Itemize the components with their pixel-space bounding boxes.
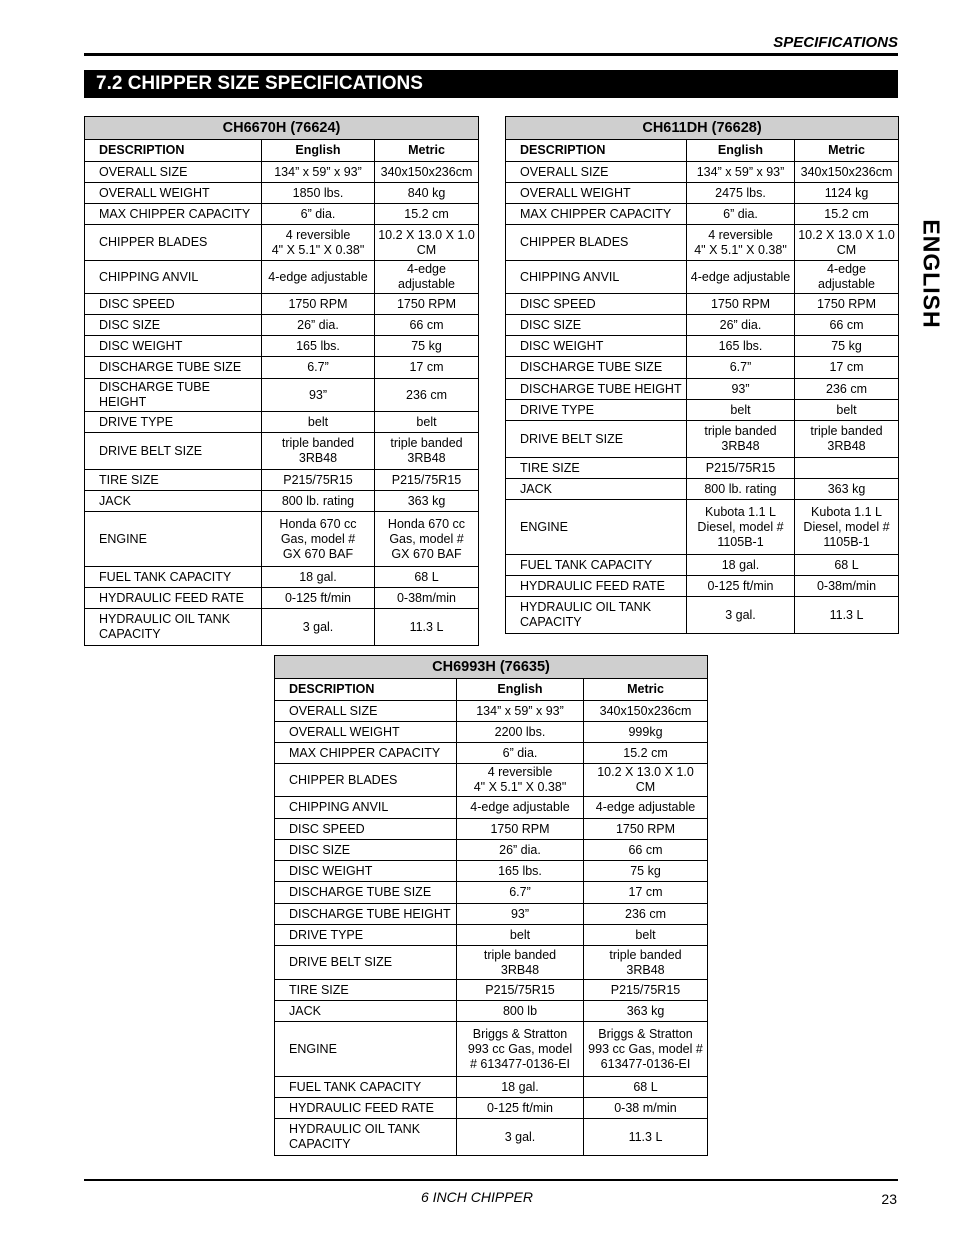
table-row — [275, 1001, 708, 1022]
table-row — [275, 1022, 708, 1077]
spec-english-cell: 800 lb. rating — [262, 491, 375, 512]
spec-description-cell: OVERALL SIZE — [506, 162, 687, 183]
spec-english-cell: 1750 RPM — [262, 294, 375, 315]
spec-metric-cell: 17 cm — [795, 357, 899, 379]
footer-rule — [84, 1179, 898, 1181]
spec-english-cell: 2475 lbs. — [687, 183, 795, 204]
spec-metric-cell: 363 kg — [795, 479, 899, 500]
spec-metric-cell: 15.2 cm — [795, 204, 899, 225]
spec-metric-cell: 68 L — [375, 567, 479, 588]
spec-metric-cell: 1750 RPM — [795, 294, 899, 315]
spec-metric-cell: 236 cm — [795, 379, 899, 400]
spec-english-cell: triple banded 3RB48 — [262, 433, 375, 470]
spec-description-cell: MAX CHIPPER CAPACITY — [275, 743, 457, 764]
side-tab-label: ENGLISH — [918, 219, 945, 329]
spec-english-cell: 4 reversible 4" X 5.1" X 0.38" — [457, 764, 584, 797]
spec-english-cell: 93” — [262, 379, 375, 412]
spec-metric-cell: 17 cm — [584, 882, 708, 904]
spec-description-cell: DISCHARGE TUBE SIZE — [506, 357, 687, 379]
column-header-metric: Metric — [584, 679, 708, 701]
spec-metric-cell: 4-edge adjustable — [375, 261, 479, 294]
spec-english-cell: 0-125 ft/min — [262, 588, 375, 609]
table-row — [275, 764, 708, 797]
spec-metric-cell: triple banded 3RB48 — [795, 421, 899, 458]
spec-table-ch6670h — [84, 116, 479, 646]
table-row — [506, 576, 899, 597]
spec-english-cell: 18 gal. — [457, 1077, 584, 1098]
spec-english-cell: 4-edge adjustable — [262, 261, 375, 294]
spec-english-cell: 6.7” — [457, 882, 584, 904]
table-row — [275, 840, 708, 861]
spec-english-cell: belt — [262, 412, 375, 433]
spec-english-cell: belt — [457, 925, 584, 946]
spec-metric-cell: Briggs & Stratton 993 cc Gas, model # 613477-0136-EI — [584, 1022, 708, 1077]
table-row — [506, 597, 899, 634]
section-title: 7.2 CHIPPER SIZE SPECIFICATIONS — [84, 70, 898, 98]
column-header-metric: Metric — [795, 140, 899, 162]
spec-english-cell: 26” dia. — [687, 315, 795, 336]
spec-metric-cell: 999kg — [584, 722, 708, 743]
spec-description-cell: ENGINE — [85, 512, 262, 567]
spec-description-cell: DISCHARGE TUBE SIZE — [275, 882, 457, 904]
spec-metric-cell: 840 kg — [375, 183, 479, 204]
spec-description-cell: TIRE SIZE — [85, 470, 262, 491]
spec-metric-cell: 75 kg — [375, 336, 479, 357]
table-row — [506, 479, 899, 500]
spec-english-cell: 134” x 59” x 93” — [687, 162, 795, 183]
spec-english-cell: 134” x 59” x 93” — [457, 701, 584, 722]
spec-metric-cell: 10.2 X 13.0 X 1.0 CM — [584, 764, 708, 797]
table-row — [85, 261, 479, 294]
table-row — [85, 412, 479, 433]
spec-metric-cell: 363 kg — [584, 1001, 708, 1022]
spec-description-cell: DRIVE BELT SIZE — [506, 421, 687, 458]
spec-english-cell: 4-edge adjustable — [687, 261, 795, 294]
header-rule — [84, 53, 898, 56]
spec-description-cell: MAX CHIPPER CAPACITY — [506, 204, 687, 225]
spec-description-cell: DRIVE TYPE — [275, 925, 457, 946]
spec-metric-cell: P215/75R15 — [584, 980, 708, 1001]
spec-english-cell: 18 gal. — [262, 567, 375, 588]
spec-description-cell: HYDRAULIC OIL TANK CAPACITY — [85, 609, 262, 646]
table-row — [506, 336, 899, 357]
table-row — [85, 588, 479, 609]
spec-english-cell: Briggs & Stratton 993 cc Gas, model # 613477-0136-EI — [457, 1022, 584, 1077]
spec-metric-cell: 11.3 L — [584, 1119, 708, 1156]
spec-table-ch6993h — [274, 655, 708, 1156]
spec-description-cell: JACK — [275, 1001, 457, 1022]
spec-metric-cell: 68 L — [795, 555, 899, 576]
column-header-description: DESCRIPTION — [275, 679, 457, 701]
table-row — [275, 722, 708, 743]
spec-metric-cell: 1750 RPM — [375, 294, 479, 315]
table-row — [506, 294, 899, 315]
table-row — [85, 294, 479, 315]
spec-english-cell: 800 lb — [457, 1001, 584, 1022]
spec-description-cell: CHIPPER BLADES — [85, 225, 262, 261]
table-row — [275, 1077, 708, 1098]
spec-description-cell: OVERALL SIZE — [85, 162, 262, 183]
table-row — [275, 904, 708, 925]
spec-metric-cell: 66 cm — [584, 840, 708, 861]
spec-description-cell: FUEL TANK CAPACITY — [506, 555, 687, 576]
spec-english-cell: triple banded 3RB48 — [457, 946, 584, 980]
spec-english-cell: 134” x 59” x 93” — [262, 162, 375, 183]
spec-english-cell: 18 gal. — [687, 555, 795, 576]
table-row — [506, 500, 899, 555]
spec-english-cell: Honda 670 cc Gas, model # GX 670 BAF — [262, 512, 375, 567]
spec-description-cell: DRIVE TYPE — [506, 400, 687, 421]
spec-description-cell: DISC WEIGHT — [275, 861, 457, 882]
table-row — [85, 512, 479, 567]
header-section-label: SPECIFICATIONS — [773, 34, 898, 51]
spec-description-cell: DISC WEIGHT — [506, 336, 687, 357]
table-row — [506, 162, 899, 183]
spec-description-cell: DISCHARGE TUBE SIZE — [85, 357, 262, 379]
table-header-row — [506, 140, 899, 162]
spec-english-cell: Kubota 1.1 L Diesel, model # 1105B-1 — [687, 500, 795, 555]
spec-metric-cell: 340x150x236cm — [584, 701, 708, 722]
spec-description-cell: OVERALL SIZE — [275, 701, 457, 722]
spec-metric-cell: 75 kg — [584, 861, 708, 882]
spec-metric-cell: 0-38 m/min — [584, 1098, 708, 1119]
spec-english-cell: P215/75R15 — [457, 980, 584, 1001]
column-header-description: DESCRIPTION — [85, 140, 262, 162]
spec-metric-cell: 66 cm — [375, 315, 479, 336]
table-title: CH6993H (76635) — [275, 656, 708, 679]
table-row — [506, 379, 899, 400]
spec-english-cell: 0-125 ft/min — [457, 1098, 584, 1119]
spec-description-cell: DISC SPEED — [506, 294, 687, 315]
table-row — [85, 379, 479, 412]
table-title-row — [85, 117, 479, 140]
spec-description-cell: OVERALL WEIGHT — [275, 722, 457, 743]
spec-metric-cell: 1124 kg — [795, 183, 899, 204]
table-row — [85, 491, 479, 512]
column-header-english: English — [262, 140, 375, 162]
spec-description-cell: DRIVE BELT SIZE — [85, 433, 262, 470]
spec-metric-cell: 17 cm — [375, 357, 479, 379]
spec-description-cell: DISCHARGE TUBE HEIGHT — [275, 904, 457, 925]
table-row — [506, 315, 899, 336]
spec-metric-cell: 236 cm — [584, 904, 708, 925]
spec-description-cell: FUEL TANK CAPACITY — [275, 1077, 457, 1098]
spec-metric-cell: 15.2 cm — [584, 743, 708, 764]
table-row — [506, 225, 899, 261]
spec-metric-cell: 236 cm — [375, 379, 479, 412]
spec-metric-cell — [795, 458, 899, 479]
spec-table-ch611dh — [505, 116, 899, 634]
spec-english-cell: 2200 lbs. — [457, 722, 584, 743]
spec-description-cell: HYDRAULIC FEED RATE — [506, 576, 687, 597]
spec-english-cell: 4 reversible 4" X 5.1" X 0.38" — [687, 225, 795, 261]
spec-metric-cell: 10.2 X 13.0 X 1.0 CM — [795, 225, 899, 261]
spec-description-cell: JACK — [85, 491, 262, 512]
spec-metric-cell: P215/75R15 — [375, 470, 479, 491]
table-row — [85, 433, 479, 470]
spec-metric-cell: 10.2 X 13.0 X 1.0 CM — [375, 225, 479, 261]
spec-english-cell: 93” — [687, 379, 795, 400]
side-tab — [913, 219, 949, 329]
spec-description-cell: DISC SPEED — [275, 819, 457, 840]
spec-metric-cell: 15.2 cm — [375, 204, 479, 225]
table-row — [85, 162, 479, 183]
spec-description-cell: TIRE SIZE — [275, 980, 457, 1001]
spec-metric-cell: triple banded 3RB48 — [584, 946, 708, 980]
spec-description-cell: CHIPPING ANVIL — [506, 261, 687, 294]
spec-english-cell: 800 lb. rating — [687, 479, 795, 500]
spec-metric-cell: 0-38m/min — [375, 588, 479, 609]
spec-description-cell: OVERALL WEIGHT — [85, 183, 262, 204]
table-header-row — [275, 679, 708, 701]
spec-english-cell: 1750 RPM — [457, 819, 584, 840]
table-row — [85, 315, 479, 336]
table-row — [275, 819, 708, 840]
table-row — [85, 204, 479, 225]
spec-description-cell: DISC SIZE — [506, 315, 687, 336]
table-title: CH611DH (76628) — [506, 117, 899, 140]
table-row — [85, 336, 479, 357]
spec-description-cell: HYDRAULIC OIL TANK CAPACITY — [275, 1119, 457, 1156]
spec-description-cell: CHIPPING ANVIL — [85, 261, 262, 294]
spec-metric-cell: belt — [375, 412, 479, 433]
spec-english-cell: 6.7” — [687, 357, 795, 379]
table-row — [85, 470, 479, 491]
column-header-english: English — [457, 679, 584, 701]
table-row — [506, 204, 899, 225]
table-title-row — [275, 656, 708, 679]
spec-english-cell: 165 lbs. — [262, 336, 375, 357]
spec-english-cell: 3 gal. — [687, 597, 795, 634]
spec-english-cell: 26” dia. — [457, 840, 584, 861]
spec-english-cell: P215/75R15 — [687, 458, 795, 479]
spec-metric-cell: 340x150x236cm — [375, 162, 479, 183]
spec-metric-cell: Honda 670 cc Gas, model # GX 670 BAF — [375, 512, 479, 567]
spec-metric-cell: 66 cm — [795, 315, 899, 336]
spec-metric-cell: 1750 RPM — [584, 819, 708, 840]
spec-description-cell: FUEL TANK CAPACITY — [85, 567, 262, 588]
table-row — [275, 861, 708, 882]
spec-english-cell: 4-edge adjustable — [457, 797, 584, 819]
spec-metric-cell: 340x150x236cm — [795, 162, 899, 183]
page-number: 23 — [881, 1191, 897, 1207]
spec-english-cell: 1750 RPM — [687, 294, 795, 315]
spec-description-cell: CHIPPER BLADES — [506, 225, 687, 261]
spec-english-cell: 165 lbs. — [687, 336, 795, 357]
spec-description-cell: JACK — [506, 479, 687, 500]
table-row — [506, 261, 899, 294]
spec-description-cell: DISC SIZE — [275, 840, 457, 861]
spec-description-cell: CHIPPER BLADES — [275, 764, 457, 797]
spec-english-cell: 3 gal. — [457, 1119, 584, 1156]
table-row — [506, 555, 899, 576]
table-row — [275, 701, 708, 722]
spec-english-cell: 6” dia. — [457, 743, 584, 764]
spec-description-cell: TIRE SIZE — [506, 458, 687, 479]
spec-description-cell: DISCHARGE TUBE HEIGHT — [506, 379, 687, 400]
spec-english-cell: 4 reversible 4" X 5.1" X 0.38" — [262, 225, 375, 261]
table-title-row — [506, 117, 899, 140]
spec-english-cell: 3 gal. — [262, 609, 375, 646]
spec-metric-cell: Kubota 1.1 L Diesel, model # 1105B-1 — [795, 500, 899, 555]
column-header-metric: Metric — [375, 140, 479, 162]
spec-description-cell: HYDRAULIC FEED RATE — [275, 1098, 457, 1119]
spec-metric-cell: 4-edge adjustable — [795, 261, 899, 294]
table-row — [506, 400, 899, 421]
spec-description-cell: CHIPPING ANVIL — [275, 797, 457, 819]
spec-description-cell: DISC SIZE — [85, 315, 262, 336]
spec-description-cell: OVERALL WEIGHT — [506, 183, 687, 204]
table-title: CH6670H (76624) — [85, 117, 479, 140]
table-row — [85, 225, 479, 261]
spec-metric-cell: triple banded 3RB48 — [375, 433, 479, 470]
spec-metric-cell: 11.3 L — [375, 609, 479, 646]
table-row — [275, 882, 708, 904]
spec-description-cell: DISCHARGE TUBE HEIGHT — [85, 379, 262, 412]
spec-metric-cell: belt — [584, 925, 708, 946]
column-header-english: English — [687, 140, 795, 162]
table-row — [275, 925, 708, 946]
spec-description-cell: ENGINE — [506, 500, 687, 555]
spec-english-cell: triple banded 3RB48 — [687, 421, 795, 458]
spec-english-cell: P215/75R15 — [262, 470, 375, 491]
table-row — [275, 1098, 708, 1119]
spec-metric-cell: 4-edge adjustable — [584, 797, 708, 819]
spec-description-cell: MAX CHIPPER CAPACITY — [85, 204, 262, 225]
footer-title: 6 INCH CHIPPER — [420, 1189, 534, 1205]
table-row — [506, 458, 899, 479]
spec-metric-cell: belt — [795, 400, 899, 421]
spec-metric-cell: 68 L — [584, 1077, 708, 1098]
spec-english-cell: 6.7” — [262, 357, 375, 379]
table-row — [275, 1119, 708, 1156]
table-row — [275, 946, 708, 980]
table-row — [506, 421, 899, 458]
table-row — [506, 357, 899, 379]
spec-metric-cell: 0-38m/min — [795, 576, 899, 597]
spec-english-cell: 6” dia. — [262, 204, 375, 225]
table-row — [275, 797, 708, 819]
spec-description-cell: HYDRAULIC FEED RATE — [85, 588, 262, 609]
spec-english-cell: 0-125 ft/min — [687, 576, 795, 597]
spec-english-cell: 1850 lbs. — [262, 183, 375, 204]
table-row — [85, 183, 479, 204]
spec-english-cell: 6” dia. — [687, 204, 795, 225]
spec-description-cell: DISC SPEED — [85, 294, 262, 315]
column-header-description: DESCRIPTION — [506, 140, 687, 162]
spec-description-cell: DRIVE BELT SIZE — [275, 946, 457, 980]
table-header-row — [85, 140, 479, 162]
spec-metric-cell: 75 kg — [795, 336, 899, 357]
spec-english-cell: belt — [687, 400, 795, 421]
spec-description-cell: DISC WEIGHT — [85, 336, 262, 357]
table-row — [85, 567, 479, 588]
spec-description-cell: HYDRAULIC OIL TANK CAPACITY — [506, 597, 687, 634]
spec-metric-cell: 11.3 L — [795, 597, 899, 634]
spec-english-cell: 26” dia. — [262, 315, 375, 336]
spec-description-cell: ENGINE — [275, 1022, 457, 1077]
spec-english-cell: 93” — [457, 904, 584, 925]
table-row — [275, 980, 708, 1001]
table-row — [506, 183, 899, 204]
spec-metric-cell: 363 kg — [375, 491, 479, 512]
spec-description-cell: DRIVE TYPE — [85, 412, 262, 433]
table-row — [85, 357, 479, 379]
table-row — [275, 743, 708, 764]
table-row — [85, 609, 479, 646]
spec-english-cell: 165 lbs. — [457, 861, 584, 882]
